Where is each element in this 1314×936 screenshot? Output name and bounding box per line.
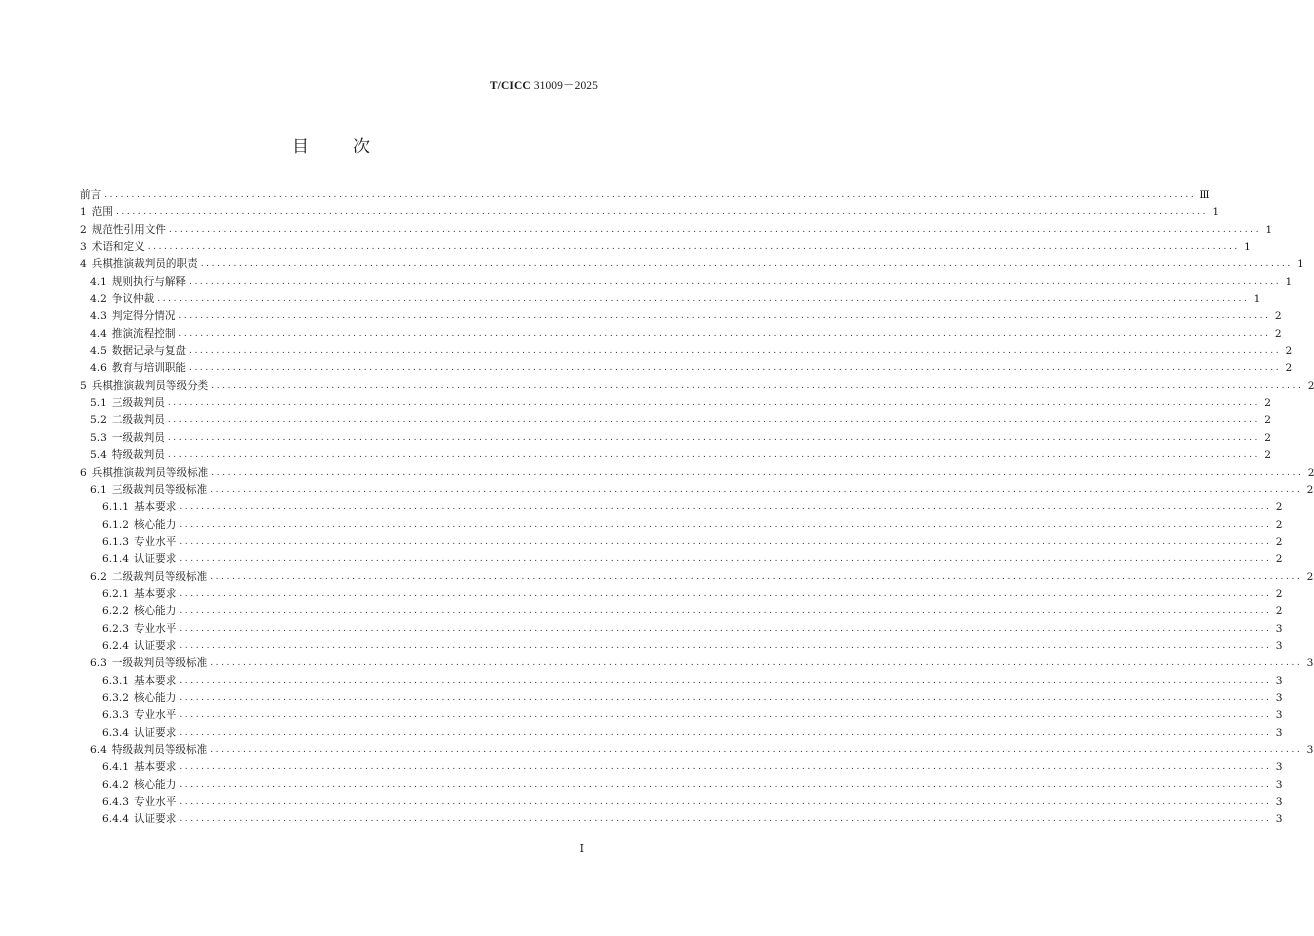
toc-dot-leader: ........................................................................................................................................................................................................ xyxy=(167,432,1260,443)
toc-section-number: 6.2.3 xyxy=(102,622,129,635)
toc-entry-text: 规范性引用文件 xyxy=(91,223,166,236)
title-char-2: 次 xyxy=(353,137,370,157)
toc-entry[interactable] xyxy=(80,759,1283,776)
toc-section-number: 6.3.2 xyxy=(102,691,129,704)
toc-page-number: 2 xyxy=(1275,553,1283,566)
toc-dot-leader: ........................................................................................................................................................................................................ xyxy=(210,571,1303,582)
toc-entry-text: 判定得分情况 xyxy=(111,310,176,323)
standard-number: 31009－2025 xyxy=(533,80,598,92)
toc-dot-leader: ........................................................................................................................................................................................................ xyxy=(179,536,1272,547)
toc-dot-leader: ........................................................................................................................................................................................................ xyxy=(179,779,1272,790)
toc-entry-text: 核心能力 xyxy=(133,518,177,531)
toc-dot-leader: ........................................................................................................................................................................................................ xyxy=(179,606,1272,617)
toc-entry[interactable] xyxy=(80,360,1293,377)
toc-entry-label xyxy=(80,187,101,204)
toc-dot-leader: ........................................................................................................................................................................................................ xyxy=(179,554,1272,565)
toc-entry-label xyxy=(80,465,208,482)
toc-entry[interactable] xyxy=(80,256,1304,273)
toc-dot-leader: ........................................................................................................................................................................................................ xyxy=(179,692,1272,703)
toc-page-number: 3 xyxy=(1275,796,1283,809)
toc-entry-text: 认证要求 xyxy=(133,553,177,566)
toc-entry[interactable] xyxy=(80,222,1273,239)
toc-dot-leader: ........................................................................................................................................................................................................ xyxy=(179,502,1272,513)
toc-entry-label xyxy=(90,291,154,308)
toc-page-number: 3 xyxy=(1275,622,1283,635)
toc-section-number: 4.2 xyxy=(90,293,107,306)
toc-section-number: 6.3.1 xyxy=(102,674,129,687)
toc-entry[interactable] xyxy=(80,690,1283,707)
toc-entry-label xyxy=(102,777,176,794)
toc-page-number: 1 xyxy=(1212,206,1220,219)
toc-section-number: 5.2 xyxy=(90,414,107,427)
toc-page-number: 2 xyxy=(1275,518,1283,531)
toc-entry-text: 核心能力 xyxy=(133,778,177,791)
toc-entry[interactable] xyxy=(80,777,1283,794)
toc-dot-leader: ........................................................................................................................................................................................................ xyxy=(210,658,1303,669)
toc-section-number: 4.1 xyxy=(90,275,107,288)
toc-entry-label xyxy=(90,308,175,325)
toc-section-number: 6.1.3 xyxy=(102,535,129,548)
toc-section-number: 5 xyxy=(80,379,87,392)
toc-entry-label xyxy=(90,274,186,291)
toc-dot-leader: ........................................................................................................................................................................................................ xyxy=(189,363,1282,374)
toc-entry-text: 兵棋推演裁判员等级分类 xyxy=(91,379,209,392)
toc-page-number: 1 xyxy=(1265,223,1273,236)
toc-entry-text: 争议仲裁 xyxy=(111,293,155,306)
toc-entry-label xyxy=(102,707,176,724)
toc-entry-text: 术语和定义 xyxy=(91,241,145,254)
toc-entry-label xyxy=(102,603,176,620)
toc-section-number: 4.6 xyxy=(90,362,107,375)
toc-entry[interactable] xyxy=(80,499,1283,516)
toc-section-number: 6 xyxy=(80,466,87,479)
toc-dot-leader: ........................................................................................................................................................................................................ xyxy=(104,190,1197,200)
toc-entry-text: 范围 xyxy=(91,206,113,219)
toc-page-number: 2 xyxy=(1264,431,1271,444)
toc-page-number: 2 xyxy=(1264,414,1271,427)
toc-dot-leader: ........................................................................................................................................................................................................ xyxy=(179,519,1272,530)
toc-section-number: 6.3 xyxy=(90,657,107,670)
toc-section-number: 6.2.1 xyxy=(102,587,129,600)
toc-page-number: 3 xyxy=(1306,657,1314,670)
toc-entry-text: 规则执行与解释 xyxy=(111,275,187,288)
toc-page-number: 1 xyxy=(1297,258,1304,271)
toc-dot-leader: ........................................................................................................................................................................................................ xyxy=(167,450,1260,461)
toc-entry-label xyxy=(102,690,176,707)
toc-entry-label xyxy=(90,343,186,360)
toc-entry[interactable] xyxy=(80,482,1314,499)
toc-dot-leader: ........................................................................................................................................................................................................ xyxy=(167,415,1260,426)
toc-entry-text: 核心能力 xyxy=(133,691,177,704)
toc-dot-leader: ........................................................................................................................................................................................................ xyxy=(179,814,1272,825)
toc-section-number: 3 xyxy=(80,241,87,254)
toc-entry-label xyxy=(90,430,165,447)
toc-dot-leader: ........................................................................................................................................................................................................ xyxy=(211,380,1304,391)
toc-section-number: 6.3.3 xyxy=(102,709,129,722)
toc-dot-leader: ........................................................................................................................................................................................................ xyxy=(178,311,1271,322)
toc-dot-leader: ........................................................................................................................................................................................................ xyxy=(179,623,1272,634)
toc-section-number: 6.4 xyxy=(90,744,107,756)
toc-entry-label xyxy=(80,222,166,239)
toc-entry[interactable] xyxy=(80,655,1314,672)
toc-page-number: 2 xyxy=(1275,501,1283,514)
toc-entry-text: 兵棋推演裁判员的职责 xyxy=(91,258,198,271)
toc-page-number: 3 xyxy=(1275,726,1283,739)
toc-entry[interactable] xyxy=(80,412,1271,429)
toc-page-number: 2 xyxy=(1275,587,1283,600)
toc-entry-text: 专业水平 xyxy=(133,535,177,548)
toc-dot-leader: ........................................................................................................................................................................................................ xyxy=(115,207,1209,218)
toc-entry-label xyxy=(90,482,207,499)
toc-entry-label xyxy=(102,725,176,742)
toc-entry-label xyxy=(102,621,176,638)
toc-entry[interactable] xyxy=(80,551,1283,568)
toc-entry[interactable] xyxy=(80,638,1283,655)
toc-entry-text: 一级裁判员 xyxy=(111,431,165,444)
toc-section-number: 6.2.4 xyxy=(102,639,129,652)
toc-entry[interactable] xyxy=(80,430,1271,447)
toc-entry[interactable] xyxy=(80,239,1251,256)
toc-page-number: 1 xyxy=(1244,241,1251,254)
standard-prefix: T/CICC xyxy=(489,80,531,92)
toc-dot-leader: ........................................................................................................................................................................................................ xyxy=(179,640,1272,651)
toc-page-number: 2 xyxy=(1264,397,1271,410)
page-number: I xyxy=(579,842,584,855)
page-title xyxy=(0,132,662,157)
toc-entry-label xyxy=(90,742,207,759)
toc-entry[interactable] xyxy=(80,274,1293,291)
toc-entry-text: 专业水平 xyxy=(133,709,177,722)
toc-section-number: 2 xyxy=(80,223,87,236)
toc-entry-label xyxy=(102,638,176,655)
table-of-contents xyxy=(80,187,1314,829)
toc-page-number: 2 xyxy=(1285,345,1293,358)
toc-entry[interactable] xyxy=(80,621,1283,638)
toc-entry-label xyxy=(80,256,198,273)
toc-entry-label xyxy=(90,447,165,464)
toc-entry[interactable] xyxy=(80,465,1314,482)
toc-entry-text: 专业水平 xyxy=(133,622,177,635)
toc-dot-leader: ........................................................................................................................................................................................................ xyxy=(179,797,1272,808)
toc-page-number: 3 xyxy=(1275,691,1283,704)
toc-entry-text: 认证要求 xyxy=(133,813,177,826)
toc-entry[interactable] xyxy=(80,326,1282,343)
toc-entry-label xyxy=(90,412,165,429)
toc-entry-label xyxy=(102,551,176,568)
toc-entry-label xyxy=(102,586,176,603)
toc-dot-leader: ........................................................................................................................................................................................................ xyxy=(179,675,1272,686)
toc-entry[interactable] xyxy=(80,343,1293,360)
toc-entry-text: 特级裁判员 xyxy=(111,449,165,462)
toc-dot-leader: ........................................................................................................................................................................................................ xyxy=(210,484,1303,495)
toc-entry[interactable] xyxy=(80,725,1283,742)
toc-page-number: 2 xyxy=(1306,483,1314,496)
toc-dot-leader: ........................................................................................................................................................................................................ xyxy=(179,588,1272,599)
toc-dot-leader: ........................................................................................................................................................................................................ xyxy=(210,745,1303,755)
toc-dot-leader: ........................................................................................................................................................................................................ xyxy=(211,467,1304,478)
toc-dot-leader: ........................................................................................................................................................................................................ xyxy=(157,294,1250,305)
toc-entry-text: 特级裁判员等级标准 xyxy=(111,744,208,756)
toc-section-number: 6.1.2 xyxy=(102,518,129,531)
toc-section-number: 5.3 xyxy=(90,431,107,444)
toc-page-number: 2 xyxy=(1275,605,1283,618)
toc-entry-text: 数据记录与复盘 xyxy=(111,345,187,358)
toc-entry-label xyxy=(90,326,175,343)
toc-section-number: 5.1 xyxy=(90,397,107,410)
toc-section-number: 4.4 xyxy=(90,327,107,340)
toc-page-number: 2 xyxy=(1307,379,1314,392)
toc-section-number: 5.4 xyxy=(90,449,107,462)
toc-page-number: 1 xyxy=(1285,275,1293,288)
toc-page-number: 1 xyxy=(1253,293,1261,306)
toc-entry-text: 前言 xyxy=(80,189,102,201)
toc-entry-text: 三级裁判员 xyxy=(111,397,165,410)
toc-entry[interactable] xyxy=(80,811,1283,828)
toc-entry-text: 推演流程控制 xyxy=(111,327,176,340)
toc-dot-leader: ........................................................................................................................................................................................................ xyxy=(179,762,1272,773)
toc-entry-label xyxy=(90,569,207,586)
toc-dot-leader: ........................................................................................................................................................................................................ xyxy=(178,328,1271,339)
toc-entry[interactable] xyxy=(80,517,1283,534)
toc-page-number: 2 xyxy=(1274,327,1282,340)
toc-page-number: 2 xyxy=(1275,535,1283,548)
toc-page-number: 3 xyxy=(1275,639,1283,652)
toc-entry[interactable] xyxy=(80,534,1283,551)
toc-entry-label xyxy=(80,239,145,256)
toc-page-number: 2 xyxy=(1306,570,1314,583)
toc-section-number: 6.4.1 xyxy=(102,761,129,774)
toc-entry-text: 三级裁判员等级标准 xyxy=(111,483,208,496)
toc-section-number: 6.3.4 xyxy=(102,726,129,739)
toc-section-number: 6.2 xyxy=(90,570,107,583)
toc-entry-text: 教育与培训职能 xyxy=(111,362,187,375)
toc-entry-label xyxy=(102,534,176,551)
toc-dot-leader: ........................................................................................................................................................................................................ xyxy=(189,346,1282,357)
toc-entry-label xyxy=(102,673,176,690)
toc-page-number: 2 xyxy=(1285,362,1293,375)
toc-entry-label xyxy=(80,204,113,221)
toc-dot-leader: ........................................................................................................................................................................................................ xyxy=(167,398,1260,409)
toc-section-number: 6.1 xyxy=(90,483,107,496)
toc-section-number: 1 xyxy=(80,206,87,219)
toc-entry[interactable] xyxy=(80,308,1282,325)
toc-entry-label xyxy=(102,499,176,516)
toc-entry-label xyxy=(102,759,176,776)
toc-page-number: 2 xyxy=(1307,466,1314,479)
toc-page-number: 3 xyxy=(1306,744,1314,756)
toc-page-number: 3 xyxy=(1275,813,1283,826)
toc-section-number: 6.4.3 xyxy=(102,796,129,809)
toc-dot-leader: ........................................................................................................................................................................................................ xyxy=(179,710,1272,721)
toc-entry[interactable] xyxy=(80,395,1271,412)
toc-entry-label xyxy=(102,794,176,811)
toc-dot-leader: ........................................................................................................................................................................................................ xyxy=(200,259,1293,270)
toc-dot-leader: ........................................................................................................................................................................................................ xyxy=(168,224,1262,235)
toc-entry-text: 二级裁判员等级标准 xyxy=(111,570,208,583)
toc-entry[interactable] xyxy=(80,204,1220,221)
toc-entry-label xyxy=(80,378,208,395)
toc-page-number: 2 xyxy=(1274,310,1282,323)
toc-entry[interactable] xyxy=(80,447,1271,464)
toc-entry-label xyxy=(90,395,165,412)
toc-entry-label xyxy=(90,360,186,377)
toc-entry[interactable] xyxy=(80,603,1283,620)
toc-dot-leader: ........................................................................................................................................................................................................ xyxy=(147,242,1240,253)
toc-entry-label xyxy=(90,655,207,672)
toc-entry[interactable] xyxy=(80,569,1314,586)
toc-entry-label xyxy=(102,811,176,828)
toc-entry-text: 基本要求 xyxy=(133,587,177,600)
toc-entry-text: 基本要求 xyxy=(133,761,177,774)
toc-entry[interactable] xyxy=(80,378,1314,395)
toc-entry[interactable] xyxy=(80,187,1210,204)
standard-code xyxy=(490,77,598,93)
toc-page-number: 3 xyxy=(1275,709,1283,722)
toc-entry-label xyxy=(102,517,176,534)
toc-dot-leader: ........................................................................................................................................................................................................ xyxy=(179,727,1272,738)
toc-entry-text: 认证要求 xyxy=(133,639,177,652)
toc-section-number: 6.4.4 xyxy=(102,813,129,826)
toc-page-number: 3 xyxy=(1275,674,1283,687)
toc-section-number: 4 xyxy=(80,258,87,271)
toc-page-number: 2 xyxy=(1264,449,1271,462)
toc-entry-text: 基本要求 xyxy=(133,674,177,687)
toc-entry-text: 核心能力 xyxy=(133,605,177,618)
toc-entry[interactable] xyxy=(80,707,1283,724)
toc-page-number: Ⅲ xyxy=(1199,189,1210,201)
toc-entry[interactable] xyxy=(80,673,1283,690)
toc-page-number: 3 xyxy=(1275,761,1283,774)
toc-section-number: 6.2.2 xyxy=(102,605,129,618)
toc-entry-text: 专业水平 xyxy=(133,796,177,809)
toc-entry-text: 兵棋推演裁判员等级标准 xyxy=(91,466,209,479)
toc-entry-text: 基本要求 xyxy=(133,501,177,514)
toc-section-number: 4.5 xyxy=(90,345,107,358)
toc-entry[interactable] xyxy=(80,742,1314,759)
toc-section-number: 6.1.4 xyxy=(102,553,129,566)
toc-dot-leader: ........................................................................................................................................................................................................ xyxy=(189,276,1282,287)
toc-entry-text: 认证要求 xyxy=(133,726,177,739)
toc-entry[interactable] xyxy=(80,586,1283,603)
toc-entry-text: 二级裁判员 xyxy=(111,414,165,427)
toc-section-number: 6.4.2 xyxy=(102,778,129,791)
toc-page-number: 3 xyxy=(1275,778,1283,791)
toc-section-number: 6.1.1 xyxy=(102,501,129,514)
title-char-1: 目 xyxy=(292,137,309,157)
toc-entry[interactable] xyxy=(80,291,1261,308)
toc-entry[interactable] xyxy=(80,794,1283,811)
toc-section-number: 4.3 xyxy=(90,310,107,323)
toc-entry-text: 一级裁判员等级标准 xyxy=(111,657,208,670)
